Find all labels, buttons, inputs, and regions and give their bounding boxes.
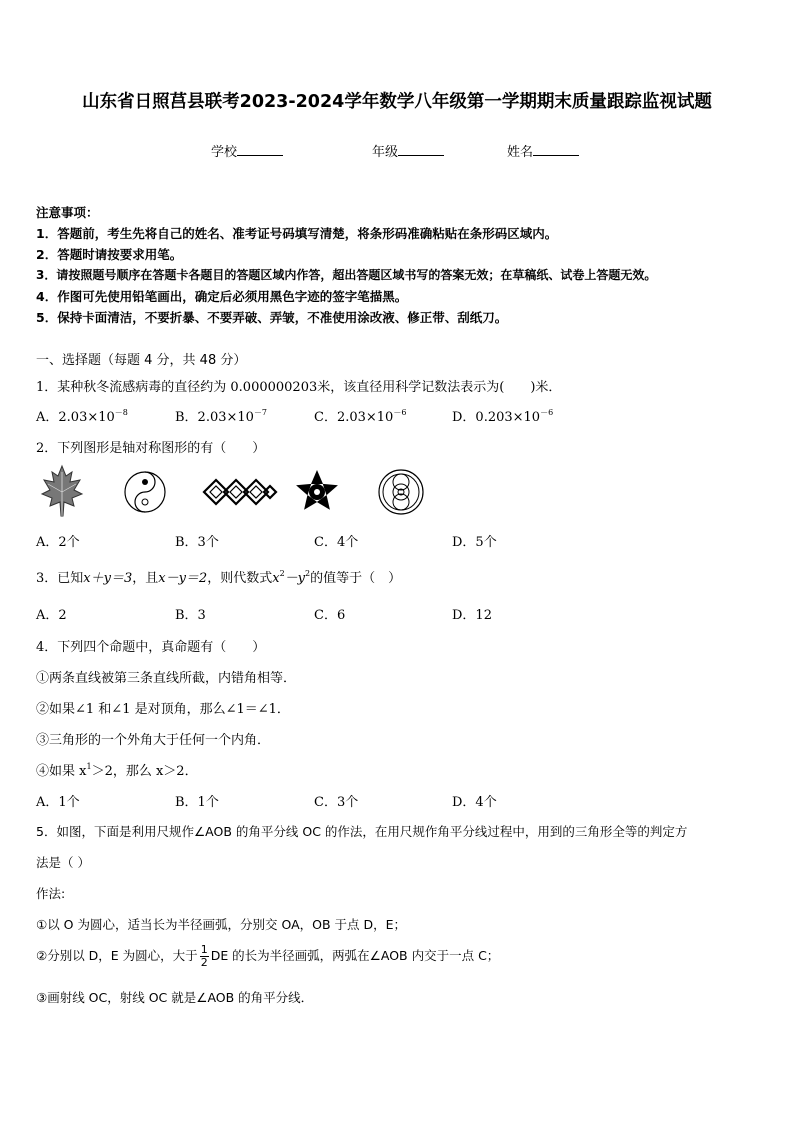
notice-item: 5．保持卡面清洁，不要折暴、不要弄破、弄皱，不准使用涂改液、修正带、刮纸刀。: [36, 310, 508, 325]
q2-option-d: D．5个: [452, 535, 497, 550]
fraction-one-half: $\frac{1}{2}$: [200, 943, 208, 969]
q5-step-1: ①以 O 为圆心，适当长为半径画弧，分别交 OA，OB 于点 D，E；: [36, 917, 407, 932]
notice-heading: 注意事项：: [36, 205, 99, 220]
question-2-stem: 2．下列图形是轴对称图形的有（ ）: [36, 441, 266, 456]
question-1-stem: 1．某种秋冬流感病毒的直径约为 0.000000203米，该直径用科学记数法表示为( )米．: [36, 380, 562, 395]
q3-option-b: B．3: [175, 608, 206, 623]
q3-option-a: A．2: [36, 608, 67, 623]
q4-proposition: ③三角形的一个外角大于任何一个内角．: [36, 733, 271, 748]
q4-option-b: B．1个: [175, 795, 219, 810]
taiji-figure: [120, 462, 170, 520]
maple-leaf-figure: [38, 462, 86, 520]
q1-option-d: D．$0.203\times 10^{-6}$: [452, 408, 554, 425]
question-5-stem: 5．如图，下面是利用尺规作∠AOB 的角平分线 OC 的作法，在用尺规作角平分线过程中，用到的三角形全等的判定方: [36, 824, 688, 839]
concentric-circles-figure: [376, 462, 426, 520]
q5-step-3: ③画射线 OC，射线 OC 就是∠AOB 的角平分线．: [36, 990, 314, 1005]
grade-blank: [398, 143, 444, 156]
question-4-stem: 4．下列四个命题中，真命题有（ ）: [36, 640, 266, 655]
school-label: 学校: [211, 145, 238, 160]
q2-figures: [36, 462, 426, 520]
notice-item: 2．答题时请按要求用笔。: [36, 247, 183, 262]
notice-item: 1．答题前，考生先将自己的姓名、准考证号码填写清楚，将条形码准确粘贴在条形码区域内。: [36, 226, 558, 241]
q3-option-d: D．12: [452, 608, 492, 623]
q4-option-d: D．4个: [452, 795, 497, 810]
page-title: 山东省日照莒县联考2023-2024学年数学八年级第一学期期末质量跟踪监视试题: [82, 92, 712, 112]
q5-step-2: ②分别以 D，E 为圆心，大于 $\frac{1}{2}$ DE 的长为半径画弧，两弧在∠AOB 内交于一点 C；: [36, 943, 500, 969]
question-5-stem-cont: 法是（ ）: [36, 855, 90, 870]
grade-field: [372, 141, 444, 160]
school-field: [211, 141, 283, 160]
q4-option-c: C．3个: [314, 795, 359, 810]
q4-proposition: ②如果∠1 和∠1 是对顶角，那么∠1＝∠1．: [36, 702, 290, 717]
grade-label: 年级: [372, 145, 399, 160]
q4-proposition: ①两条直线被第三条直线所截，内错角相等．: [36, 671, 297, 686]
q1-option-a: A．$2.03\times 10^{-8}$: [36, 408, 128, 425]
notice-item: 4．作图可先使用铅笔画出，确定后必须用黑色字迹的签字笔描黑。: [36, 289, 408, 304]
q2-option-b: B．3个: [175, 535, 219, 550]
q1-option-c: C．$2.03\times 10^{-6}$: [314, 408, 407, 425]
question-3-stem: 3．已知x＋y＝3，且x－y＝2，则代数式$x^2-y^2$的值等于（ ）: [36, 569, 402, 586]
section-heading: 一、选择题（每题 4 分，共 48 分）: [36, 353, 247, 368]
star-flower-figure: [292, 462, 342, 520]
knot-figure: [200, 462, 280, 520]
name-field: [507, 141, 579, 160]
notice-item: 3．请按照题号顺序在答题卡各题目的答题区域内作答，超出答题区域书写的答案无效；在草稿纸、试卷上答题无效。: [36, 268, 657, 282]
name-label: 姓名: [507, 145, 534, 160]
q2-option-c: C．4个: [314, 535, 359, 550]
q2-option-a: A．2个: [36, 535, 80, 550]
q1-option-b: B．$2.03\times 10^{-7}$: [175, 408, 268, 425]
q3-option-c: C．6: [314, 608, 346, 623]
q5-method-label: 作法:: [36, 886, 66, 901]
name-blank: [533, 143, 579, 156]
q4-proposition: ④如果 $x^1>2$，那么 x＞2．: [36, 762, 198, 779]
q4-option-a: A．1个: [36, 795, 80, 810]
school-blank: [237, 143, 283, 156]
